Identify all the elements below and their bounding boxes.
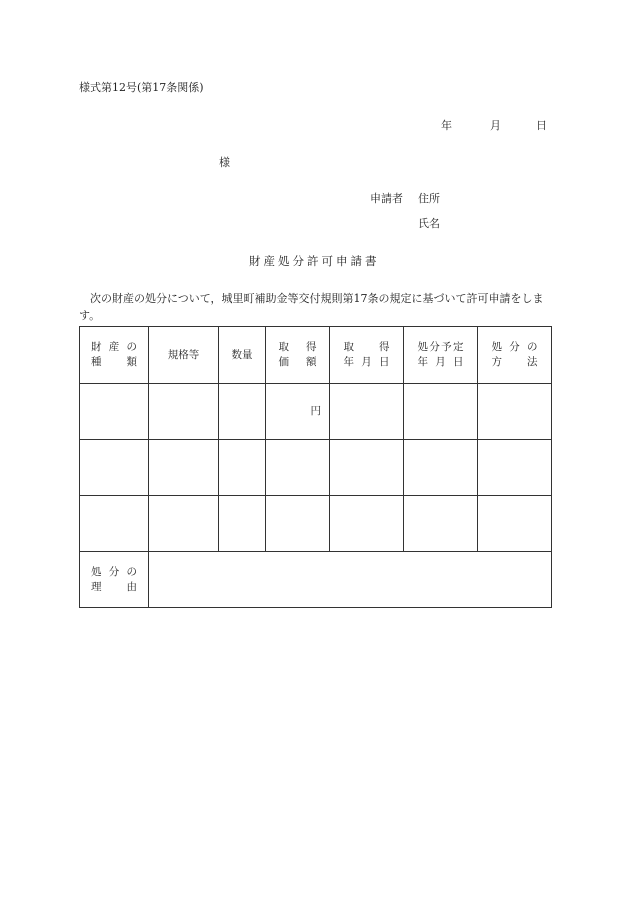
quantity-cell[interactable] — [219, 440, 266, 496]
acquisition-price-cell[interactable] — [266, 440, 330, 496]
document-body: 次の財産の処分について，城里町補助金等交付規則第17条の規定に基づいて許可申請をします。 — [79, 292, 544, 322]
planned-disposal-date-cell[interactable] — [404, 496, 478, 552]
property-table — [79, 326, 552, 608]
acquisition-date-cell[interactable] — [330, 496, 404, 552]
table-row — [80, 496, 552, 552]
header-planned-disposal-date: 処分予定 年 月 日 — [404, 327, 478, 384]
header-property-type: 財 産 の 種 類 — [80, 327, 149, 384]
form-number: 様式第12号(第17条関係) — [79, 81, 204, 94]
acquisition-date-cell[interactable] — [330, 384, 404, 440]
acquisition-price-cell[interactable] — [266, 496, 330, 552]
table-row — [80, 440, 552, 496]
price-unit: 円 — [310, 405, 321, 417]
header-acquisition-price: 取 得 価 額 — [266, 327, 330, 384]
header-specification: 規格等 — [149, 327, 219, 384]
planned-disposal-date-cell[interactable] — [404, 440, 478, 496]
quantity-cell[interactable] — [219, 496, 266, 552]
planned-disposal-date-cell[interactable] — [404, 384, 478, 440]
quantity-cell[interactable] — [219, 384, 266, 440]
acquisition-price-cell[interactable] — [266, 384, 330, 440]
disposal-method-cell[interactable] — [478, 440, 552, 496]
date-day-label: 日 — [536, 119, 547, 132]
table-header-row — [80, 327, 552, 384]
date-month-label: 月 — [490, 119, 501, 132]
property-type-cell[interactable] — [80, 384, 149, 440]
specification-cell[interactable] — [149, 440, 219, 496]
table-row — [80, 384, 552, 440]
addressee-suffix: 様 — [219, 156, 230, 169]
disposal-method-cell[interactable] — [478, 496, 552, 552]
specification-cell[interactable] — [149, 496, 219, 552]
name-label: 氏名 — [418, 217, 440, 230]
disposal-reason-label: 処 分 の 理 由 — [80, 552, 149, 608]
document-title: 財産処分許可申請書 — [249, 254, 380, 268]
disposal-reason-row — [80, 552, 552, 608]
property-type-cell[interactable] — [80, 440, 149, 496]
header-acquisition-date: 取 得 年 月 日 — [330, 327, 404, 384]
specification-cell[interactable] — [149, 384, 219, 440]
disposal-method-cell[interactable] — [478, 384, 552, 440]
applicant-label: 申請者 — [370, 192, 403, 205]
property-type-cell[interactable] — [80, 496, 149, 552]
acquisition-date-cell[interactable] — [330, 440, 404, 496]
header-quantity: 数量 — [219, 327, 266, 384]
disposal-reason-field[interactable] — [149, 552, 552, 608]
header-disposal-method: 処 分 の 方 法 — [478, 327, 552, 384]
address-label: 住所 — [418, 192, 440, 205]
date-year-label: 年 — [441, 119, 452, 132]
